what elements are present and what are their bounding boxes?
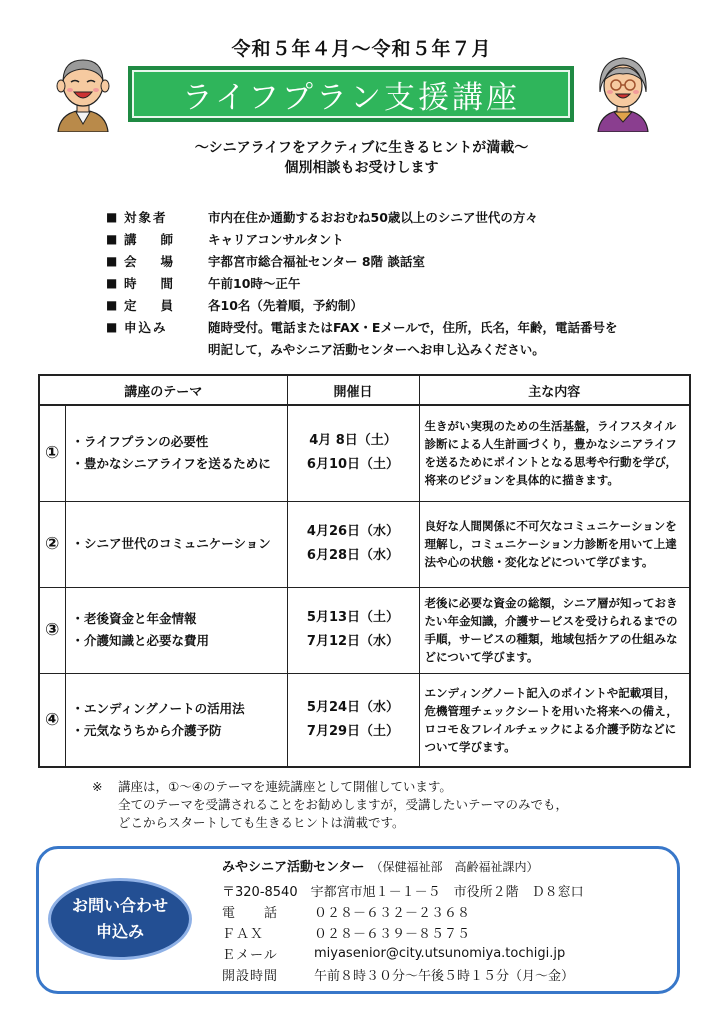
row-number: ④ bbox=[39, 673, 65, 767]
table-header-row bbox=[39, 375, 690, 405]
theme-item: ・元気なうちから介護予防 bbox=[71, 722, 222, 738]
period-heading: 令和５年４月～令和５年７月 bbox=[231, 38, 492, 60]
org-dept: （保健福祉部 高齢福祉課内） bbox=[370, 860, 539, 874]
note-line2: 全てのテーマを受講されることをお勧めしますが，受講したいテーマのみでも， bbox=[118, 797, 569, 812]
square-bullet-icon: ■ bbox=[106, 320, 118, 334]
theme-item: ・老後資金と年金情報 bbox=[71, 611, 197, 626]
subtitle-line1: ～シニアライフをアクティブに生きるヒントが満載～ bbox=[194, 140, 529, 156]
contact-email bbox=[222, 943, 584, 964]
date-item: 4月 8日（土） bbox=[309, 433, 397, 449]
info-label: 定員 bbox=[124, 298, 198, 313]
contact-org bbox=[222, 856, 584, 880]
info-apply bbox=[106, 316, 686, 338]
row-content: 良好な人間関係に不可欠なコミュニケーションを理解し，コミュニケーション力診断を用いて上達法や心の状態・変化などについて学びます。 bbox=[419, 501, 690, 587]
title-banner bbox=[128, 66, 574, 122]
senior-woman-illustration bbox=[592, 52, 654, 132]
email-value[interactable]: miyasenior@city.utsunomiya.tochigi.jp bbox=[314, 946, 566, 961]
contact-fax bbox=[222, 922, 584, 943]
info-value: 各10名（先着順，予約制） bbox=[208, 298, 363, 313]
row-number: ② bbox=[39, 501, 65, 587]
contact-phone bbox=[222, 901, 584, 922]
info-value: 市内在住か通勤するおおむね50歳以上のシニア世代の方々 bbox=[208, 210, 538, 225]
header-content: 主な内容 bbox=[419, 375, 690, 405]
info-target bbox=[106, 206, 686, 228]
square-bullet-icon: ■ bbox=[106, 210, 118, 224]
table-row bbox=[39, 587, 690, 673]
theme-item: ・エンディングノートの活用法 bbox=[71, 700, 245, 716]
subtitle bbox=[0, 138, 723, 178]
date-item: 7月29日（土） bbox=[306, 723, 400, 739]
org-name: みやシニア活動センター bbox=[222, 860, 365, 875]
row-number: ① bbox=[39, 405, 65, 501]
contact-details bbox=[222, 856, 584, 985]
row-theme bbox=[65, 501, 287, 587]
contact-hours bbox=[222, 964, 584, 985]
phone-value: ０２８－６３２－２３６８ bbox=[314, 906, 471, 921]
theme-item: ・シニア世代のコミュニケーション bbox=[71, 536, 271, 551]
info-venue bbox=[106, 250, 686, 272]
note-text: 講座は，①～④のテーマを連続講座として開催しています。 bbox=[118, 779, 452, 794]
email-label: Ｅメール bbox=[222, 948, 278, 963]
date-item: 6月28日（水） bbox=[306, 548, 400, 563]
info-value: 宇都宮市総合福祉センター 8階 談話室 bbox=[208, 254, 425, 269]
square-bullet-icon: ■ bbox=[106, 276, 118, 290]
table-row bbox=[39, 501, 690, 587]
banner-title: ライフプラン支援講座 bbox=[132, 70, 570, 118]
phone-label: 電 話 bbox=[222, 906, 279, 921]
course-schedule-table bbox=[38, 374, 691, 768]
info-label: 申込み bbox=[124, 320, 168, 335]
date-item: 7月12日（水） bbox=[306, 634, 400, 649]
row-content: エンディングノート記入のポイントや記載項目，危機管理チェックシートを用いた将来への備え，ロコモ＆フレイルチェックによる介護予防などについて学びます。 bbox=[419, 673, 690, 767]
row-dates bbox=[287, 587, 419, 673]
note-mark: ※ bbox=[92, 779, 103, 794]
contact-badge bbox=[48, 878, 192, 960]
row-content: 生きがい実現のための生活基盤，ライフスタイル診断による人生計画づくり，豊かなシニアライフを送るためにポイントとなる思考や行動を学び，将来のビジョンを具体的に描きます。 bbox=[419, 405, 690, 501]
row-number: ③ bbox=[39, 587, 65, 673]
table-row bbox=[39, 673, 690, 767]
date-item: 6月10日（土） bbox=[306, 457, 400, 473]
theme-item: ・介護知識と必要な費用 bbox=[71, 633, 210, 648]
row-content: 老後に必要な資金の総額，シニア層が知っておきたい年金知識，介護サービスを受けられるまでの手順，サービスの種類，地域包括ケアの仕組みなどについて学びます。 bbox=[419, 587, 690, 673]
date-item: 4月26日（水） bbox=[306, 524, 400, 539]
header-date: 開催日 bbox=[287, 375, 419, 405]
info-value: 随時受付。電話またはFAX・Eメールで，住所，氏名，年齢，電話番号を bbox=[208, 320, 618, 335]
square-bullet-icon: ■ bbox=[106, 254, 118, 268]
info-value: キャリアコンサルタント bbox=[208, 232, 344, 247]
row-dates bbox=[287, 405, 419, 501]
row-dates bbox=[287, 501, 419, 587]
info-lecturer bbox=[106, 228, 686, 250]
info-time bbox=[106, 272, 686, 294]
fax-label: ＦＡＸ bbox=[222, 927, 265, 942]
info-label: 対象者 bbox=[124, 210, 168, 225]
info-label: 講師 bbox=[124, 232, 198, 247]
table-row bbox=[39, 405, 690, 501]
course-info-list bbox=[106, 206, 686, 360]
info-capacity bbox=[106, 294, 686, 316]
hours-value: 午前８時３０分～午後５時１５分（月～金） bbox=[314, 969, 575, 984]
badge-line2: 申込み bbox=[95, 922, 144, 941]
note-line3: どこからスタートしても生きるヒントは満載です。 bbox=[118, 815, 405, 830]
info-value: 午前10時～正午 bbox=[208, 276, 301, 291]
row-dates bbox=[287, 673, 419, 767]
square-bullet-icon: ■ bbox=[106, 232, 118, 246]
row-theme bbox=[65, 405, 287, 501]
note-line1 bbox=[92, 778, 568, 796]
subtitle-line2: 個別相談もお受けします bbox=[284, 160, 439, 176]
info-label: 時間 bbox=[124, 276, 198, 291]
fax-value: ０２８－６３９－８５７５ bbox=[314, 927, 471, 942]
note bbox=[92, 778, 568, 832]
date-item: 5月13日（土） bbox=[306, 610, 400, 625]
info-label: 会場 bbox=[124, 254, 198, 269]
badge-line1: お問い合わせ bbox=[71, 896, 168, 915]
square-bullet-icon: ■ bbox=[106, 298, 118, 312]
theme-item: ・ライフプランの必要性 bbox=[71, 434, 209, 450]
row-theme bbox=[65, 673, 287, 767]
info-apply-continued: 明記して，みやシニア活動センターへお申し込みください。 bbox=[208, 342, 545, 357]
hours-label: 開設時間 bbox=[222, 969, 279, 984]
contact-address: 〒320-8540 宇都宮市旭１－１－５ 市役所２階 Ｄ８窓口 bbox=[222, 885, 584, 900]
theme-item: ・豊かなシニアライフを送るために bbox=[71, 456, 271, 472]
row-theme bbox=[65, 587, 287, 673]
date-item: 5月24日（水） bbox=[306, 699, 400, 715]
header-theme: 講座のテーマ bbox=[39, 375, 287, 405]
senior-man-illustration bbox=[52, 52, 114, 132]
